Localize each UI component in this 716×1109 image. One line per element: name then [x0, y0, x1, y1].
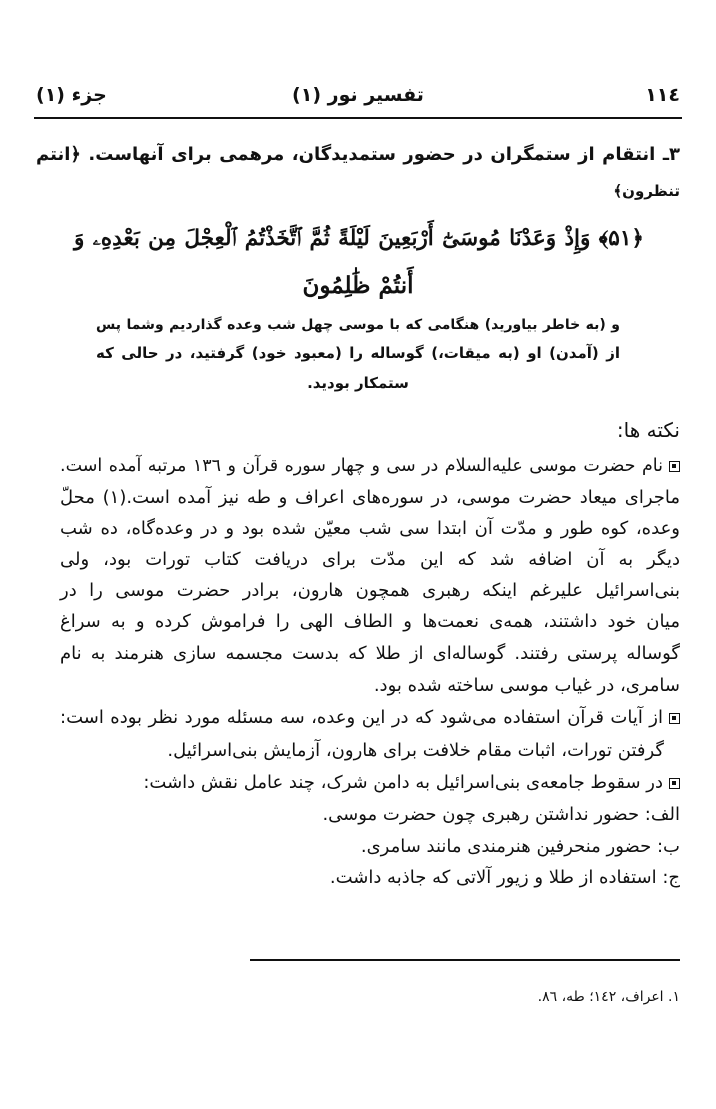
- footnote: ۱. اعراف، ۱٤۲؛ طه، ۸٦.: [537, 989, 680, 1005]
- translation-line: ستمکار بودید.: [307, 374, 409, 392]
- note-text: دیگر به آن اضافه شد که این مدّت برای دریافت کتاب تورات بود، ولی: [60, 549, 680, 570]
- note-text: سامری، در غیاب موسی ساخته شده بود.: [373, 675, 680, 696]
- note-text: از آیات قرآن استفاده می‌شود که در این وعده، سه مسئله مورد نظر بوده است:: [60, 707, 663, 728]
- note-text: ماجرای میعاد حضرت موسی، در سوره‌های اعراف و طه نیز آمده است.(۱) محلّ: [60, 487, 681, 508]
- point-3-line: تنظرون﴾: [613, 182, 680, 200]
- note-line: [60, 806, 680, 824]
- note-text: در سقوط جامعه‌ی بنی‌اسرائیل به دامن شرک، چند عامل نقش داشت:: [143, 772, 663, 793]
- verse-line: ﴿۵۱﴾ وَإِذْ وَعَدْنَا مُوسَىٰٓ أَرْبَعِينَ لَيْلَةً ثُمَّ ٱتَّخَذْتُمُ ٱلْعِجْلَ مِن بَعْدِهِۦ وَ: [74, 226, 644, 251]
- point-3-line: ۳ـ انتقام از ستمگران در حضور ستمدیدگان، مرهمی برای آنهاست. ﴿انتم: [36, 144, 680, 165]
- note-line: [60, 645, 680, 663]
- square-bullet-icon: [669, 461, 680, 472]
- note-text: ج: استفاده از طلا و زیور آلاتی که جاذبه داشت.: [329, 867, 680, 888]
- note-line: [60, 613, 680, 631]
- note-line: [60, 489, 680, 507]
- note-line: [60, 774, 680, 792]
- note-text: بنی‌اسرائیل علیرغم اینکه رهبری همچون هارون، برادر حضرت موسی را در: [60, 580, 680, 601]
- page-number: ۱۱٤: [645, 84, 680, 106]
- verse-line: أَنتُمْ ظَٰلِمُونَ: [302, 272, 414, 299]
- book-title: تفسیر نور (۱): [292, 84, 424, 106]
- translation-line: از (آمدن) او (به میقات،) گوساله را (معبود خود) گرفتید، در حالی که: [96, 344, 620, 362]
- square-bullet-icon: [669, 778, 680, 789]
- note-line: [60, 869, 680, 887]
- note-text: گرفتن تورات، اثبات مقام خلافت برای هارون، آزمایش بنی‌اسرائیل.: [167, 740, 664, 761]
- note-line: [64, 742, 664, 760]
- note-line: [60, 677, 680, 695]
- note-line: [60, 582, 680, 600]
- note-text: الف: حضور نداشتن رهبری چون حضرت موسی.: [322, 804, 680, 825]
- header-rule: [34, 117, 682, 119]
- part-label: جزء (۱): [36, 84, 107, 106]
- note-line: [60, 520, 680, 538]
- note-line: [60, 709, 680, 727]
- note-line: [60, 458, 680, 476]
- note-text: میان خود داشتند، همه‌ی نعمت‌ها و الطاف الهی را فراموش کرده و به سراغ: [60, 611, 680, 632]
- square-bullet-icon: [669, 713, 680, 724]
- note-line: [60, 551, 680, 569]
- note-line: [60, 838, 680, 856]
- note-text: ب: حضور منحرفین هنرمندی مانند سامری.: [360, 836, 680, 857]
- note-text: گوساله پرستی رفتند. گوساله‌ای از طلا که بدست مجسمه سازی هنرمند به نام: [60, 643, 680, 664]
- notes-heading: نکته ها:: [616, 418, 680, 442]
- translation-line: و (به خاطر بیاورید) هنگامی که با موسی چهل شب وعده گذاردیم وشما پس: [96, 317, 620, 333]
- note-text: نام حضرت موسی علیه‌السلام در سی و چهار سوره قرآن و ۱۳٦ مرتبه آمده است.: [60, 456, 663, 476]
- note-text: وعده، کوه طور و مدّت آن ابتدا سی شب معیّن شده بود و در وعده‌گاه، ده شب: [60, 518, 680, 539]
- footnote-rule: [250, 959, 680, 961]
